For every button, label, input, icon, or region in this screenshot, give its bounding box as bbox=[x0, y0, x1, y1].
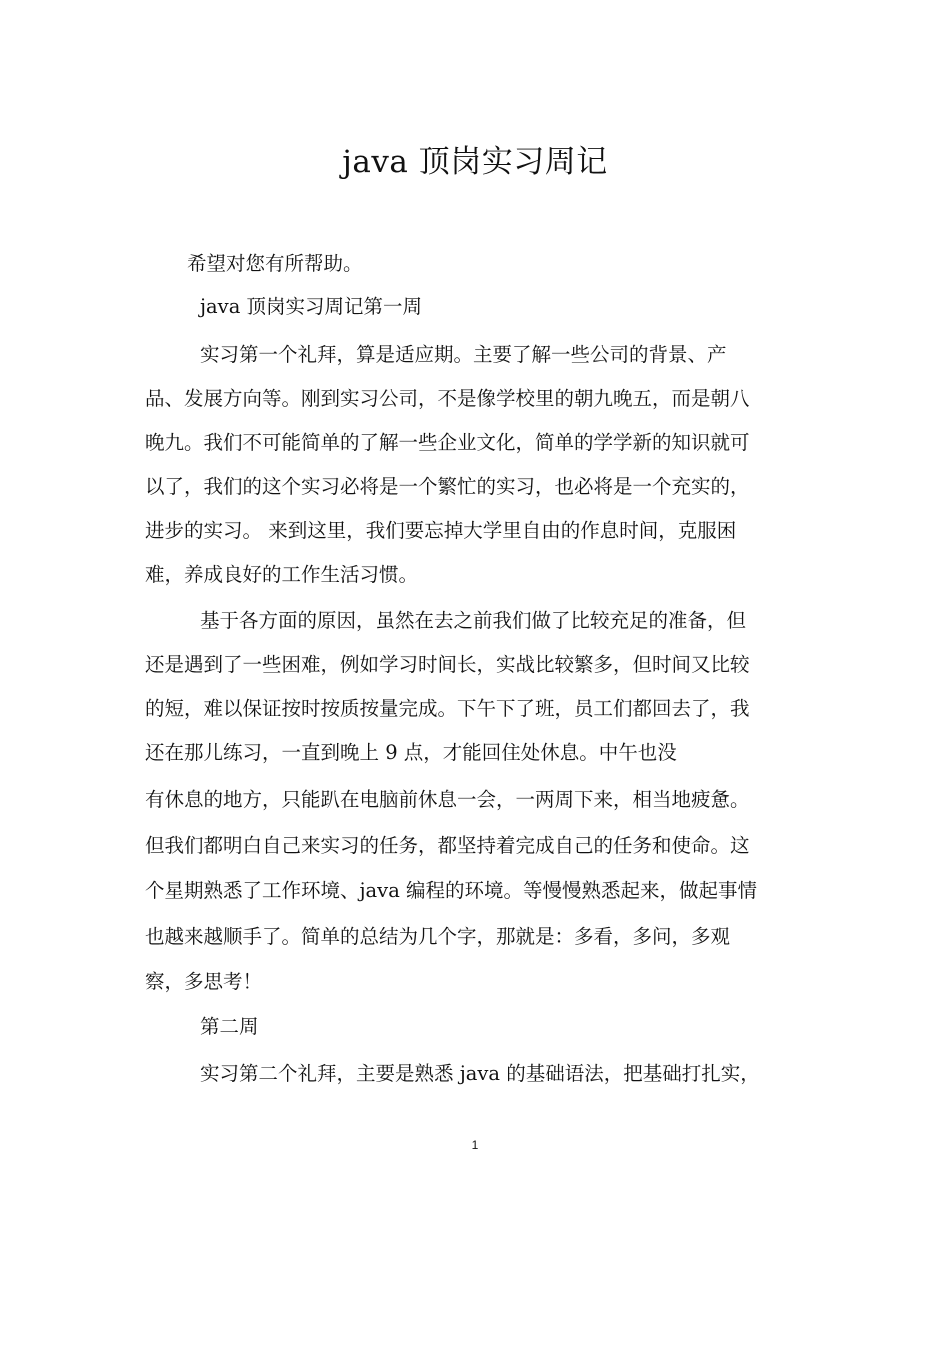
paragraph-line: 品、发展方向等。刚到实习公司，不是像学校里的朝九晚五，而是朝八 bbox=[145, 387, 750, 410]
paragraph-line: 还是遇到了一些困难，例如学习时间长，实战比较繁多，但时间又比较 bbox=[145, 653, 750, 676]
paragraph-line: 基于各方面的原因，虽然在去之前我们做了比较充足的准备，但 bbox=[200, 609, 747, 632]
week2-heading: 第二周 bbox=[200, 1015, 259, 1038]
paragraph-line: 实习第一个礼拜，算是适应期。主要了解一些公司的背景、产 bbox=[200, 343, 727, 366]
paragraph-line: 的短，难以保证按时按质按量完成。下午下了班，员工们都回去了，我 bbox=[145, 697, 750, 720]
paragraph-line: 进步的实习。 来到这里，我们要忘掉大学里自由的作息时间，克服困 bbox=[145, 519, 737, 542]
page-title: java 顶岗实习周记 bbox=[342, 144, 608, 180]
paragraph-line: 个星期熟悉了工作环境、java 编程的环境。等慢慢熟悉起来，做起事情 bbox=[145, 879, 758, 902]
week1-heading: java 顶岗实习周记第一周 bbox=[200, 295, 423, 318]
intro-text: 希望对您有所帮助。 bbox=[187, 252, 363, 275]
page-number: 1 bbox=[471, 1138, 479, 1152]
paragraph-line: 实习第二个礼拜，主要是熟悉 java 的基础语法，把基础打扎实， bbox=[200, 1062, 760, 1085]
paragraph-line: 难，养成良好的工作生活习惯。 bbox=[145, 563, 419, 586]
paragraph-line: 以了，我们的这个实习必将是一个繁忙的实习，也必将是一个充实的， bbox=[145, 475, 750, 498]
paragraph-line: 有休息的地方，只能趴在电脑前休息一会，一两周下来，相当地疲惫。 bbox=[145, 788, 750, 811]
paragraph-line: 但我们都明白自己来实习的任务，都坚持着完成自己的任务和使命。这 bbox=[145, 834, 750, 857]
paragraph-line: 还在那儿练习，一直到晚上 9 点，才能回住处休息。中午也没 bbox=[145, 741, 677, 764]
paragraph-line: 晚九。我们不可能简单的了解一些企业文化，简单的学学新的知识就可 bbox=[145, 431, 750, 454]
paragraph-line: 察，多思考！ bbox=[145, 970, 263, 993]
paragraph-line: 也越来越顺手了。简单的总结为几个字，那就是：多看，多问，多观 bbox=[145, 925, 731, 948]
